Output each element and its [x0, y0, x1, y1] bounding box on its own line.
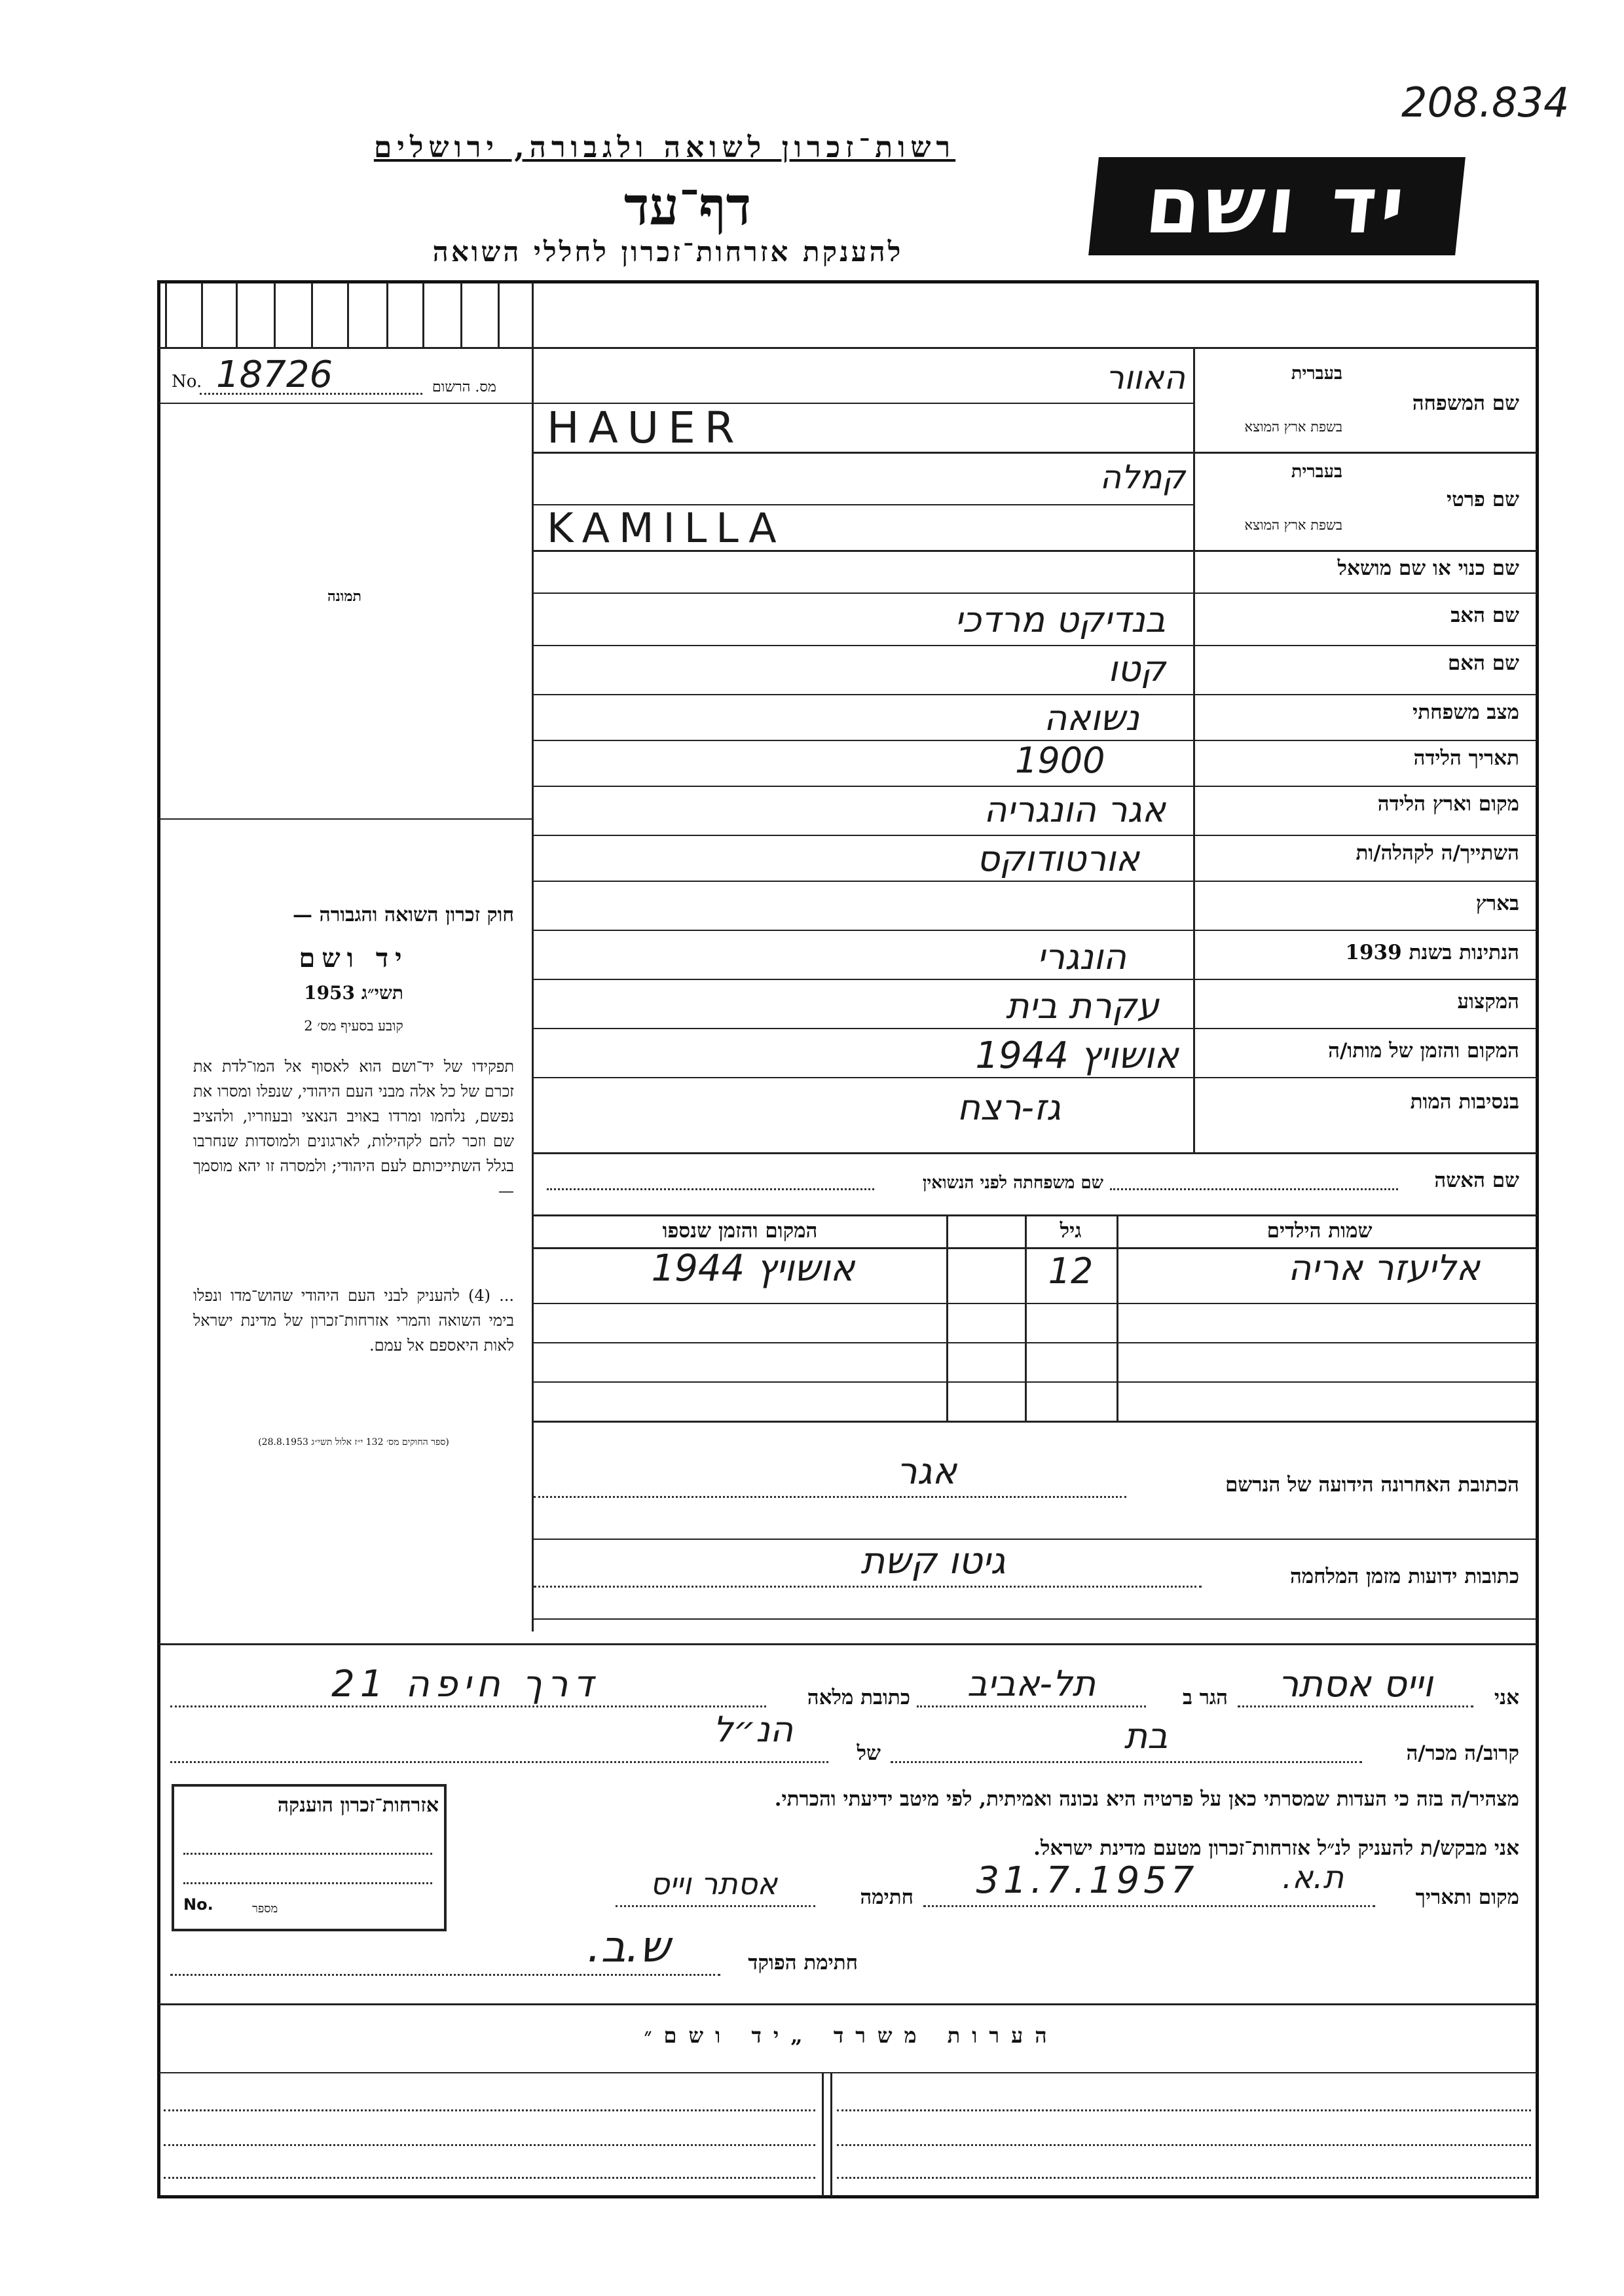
- office-notes-title: הערות משרד „יד ושם״: [644, 2023, 1059, 2048]
- officer-signature-line: [170, 1974, 720, 1976]
- award-box-no-label-he: מספר: [252, 1902, 278, 1916]
- authority-header: רשות־זכרון לשואה ולגבורה, ירושלים: [373, 131, 956, 164]
- signature-label: חתימה: [860, 1886, 913, 1909]
- address-value: דרך חיפה 21: [331, 1663, 599, 1705]
- child-1-place-time: אושויץ 1944: [651, 1247, 855, 1290]
- profession-value: עקרת בית: [1005, 985, 1159, 1027]
- surname-label: שם המשפחה: [1412, 392, 1519, 415]
- notes-line-1: [164, 2109, 815, 2111]
- registration-no-label: No.: [172, 372, 202, 392]
- place-value: ת.א.: [1282, 1859, 1344, 1896]
- last-address-label: הכתובת האחרונה הידועה של הנרשם: [1225, 1473, 1519, 1497]
- law-year: תשי״ג 1953: [304, 982, 403, 1004]
- declaration-text: מצהיר/ה בזה כי העדות שמסרתי כאן על פרטיה היא נכונה ואמיתית, לפי מיטב ידיעתי והכרתי.: [774, 1787, 1519, 1811]
- officer-signature-value: ש.ב.: [587, 1922, 671, 1972]
- citizenship-value: הונגרי: [1037, 936, 1126, 977]
- child-1-age: 12: [1048, 1250, 1094, 1292]
- firstname-hebrew-label: בעברית: [1291, 462, 1342, 482]
- place-date-label: מקום ותאריך: [1415, 1886, 1519, 1909]
- nickname-label: שם כנוי או שם מושאל: [1337, 556, 1519, 580]
- law-text-1: תפקידו של יד־ושם הוא לאסוף אל המו־לדת את זכרם של כל אלה מבני העם היהודי, שנפלו ומסרו את נפשם, נלחמו ומרדו באויב הנאצי ובעוזריו, ולהציב שם וזכר להם לקהילות, לארגונים ולמוסדות שנחרבו בגלל השתייכותם לעם היהודי; ולמסרה זו יהא מוסמך —: [193, 1057, 514, 1200]
- of-value: הנ״ל: [712, 1709, 794, 1750]
- relation-label: קרוב/ה מכר/ה: [1406, 1741, 1519, 1765]
- notes-line-2: [837, 2109, 1531, 2111]
- wartime-address-label: כתובות ידועות מזמן המלחמה: [1289, 1565, 1519, 1588]
- notes-line-5: [164, 2177, 815, 2179]
- law-name: יד ושם: [299, 943, 409, 974]
- firstname-hebrew-value: קמלה: [1099, 458, 1185, 496]
- of-label: של: [857, 1741, 881, 1765]
- birth-place-label: מקום וארץ הלידה: [1377, 792, 1519, 816]
- form-subtitle: להענקת אזרחות־זכרון לחללי השואה: [432, 236, 904, 268]
- award-box-no-label: No.: [183, 1895, 213, 1914]
- document-number: 208.834: [1401, 79, 1570, 126]
- children-age-header: גיל: [1060, 1219, 1082, 1243]
- citizenship-label: הנתינות בשנת 1939: [1345, 941, 1519, 964]
- signature-value: אסתר וייס: [650, 1866, 778, 1901]
- declarant-name-value: וייס אסתר: [1278, 1663, 1433, 1705]
- firstname-orig-value: KAMILLA: [547, 504, 786, 552]
- notes-line-4: [837, 2144, 1531, 2146]
- surname-hebrew-label: בעברית: [1291, 363, 1342, 384]
- request-text: אני מבקש/ת להעניק לנ״ל אזרחות־זכרון מטעם מדינת ישראל.: [1033, 1836, 1519, 1860]
- birth-place-value: אגר הונגריה: [984, 789, 1166, 830]
- of-line: [170, 1761, 828, 1763]
- surname-hebrew-value: האוור: [1105, 359, 1185, 397]
- wartime-address-line: [534, 1586, 1202, 1588]
- father-value: בנדיקט מרדכי: [954, 599, 1166, 640]
- address-line: [170, 1705, 766, 1707]
- photo-label: תמונה: [327, 588, 361, 605]
- death-circumstances-value: גז-רצח: [957, 1087, 1061, 1128]
- date-value: 31.7.1957: [976, 1859, 1198, 1902]
- yad-vashem-logo: יד ושם: [1088, 157, 1466, 255]
- registration-no-label-he: מס. הרשום: [432, 379, 496, 395]
- place-date-line: [923, 1905, 1375, 1907]
- notes-line-6: [837, 2177, 1531, 2179]
- law-footnote: (ספר החוקים מס׳ 132 י״ז אלול תשי״ג 28.8.1953): [258, 1437, 449, 1448]
- marital-value: נשואה: [1044, 697, 1139, 738]
- mother-value: קטו: [1107, 648, 1166, 689]
- last-address-value: אגר: [896, 1450, 957, 1493]
- country-label: בארץ: [1475, 892, 1519, 915]
- award-box-title: אזרחות־זכרון הוענקה: [277, 1794, 439, 1817]
- notes-line-3: [164, 2144, 815, 2146]
- residing-label: הגר ב: [1182, 1686, 1228, 1709]
- wartime-address-value: גיטו קשת: [860, 1540, 1006, 1582]
- spouse-maiden-line: [547, 1188, 874, 1190]
- father-label: שם האב: [1450, 604, 1519, 627]
- child-1-names: אליעזר אריה: [1288, 1247, 1480, 1288]
- relation-value: בת: [1124, 1715, 1168, 1757]
- surname-orig-value: HAUER: [547, 403, 744, 453]
- firstname-label: שם פרטי: [1446, 488, 1519, 511]
- registration-no-value: 18726: [216, 354, 333, 396]
- law-text-2: ... (4) להעניק לבני העם היהודי שהוש־מדו ונפלו בימי השואה והמרי אזרחות־זכרון של מדינת ישראל לאות היאספם אל עמם.: [193, 1286, 514, 1355]
- community-value: אורטודוקס: [976, 838, 1139, 879]
- birth-date-value: 1900: [1015, 740, 1105, 781]
- form-title: דף־עד: [623, 175, 752, 237]
- death-place-time-value: אושויץ 1944: [975, 1034, 1179, 1077]
- address-label: כתובת מלאה: [807, 1686, 910, 1709]
- city-line: [917, 1705, 1146, 1707]
- city-value: תל-אביב: [967, 1663, 1096, 1704]
- officer-signature-label: חתימת הפוקד: [748, 1951, 858, 1975]
- spouse-line: [1110, 1188, 1398, 1190]
- relation-line: [891, 1761, 1362, 1763]
- birth-date-label: תאריך הלידה: [1413, 746, 1519, 770]
- award-box-line-1: [183, 1853, 432, 1855]
- signature-line: [616, 1905, 815, 1907]
- last-address-line: [534, 1496, 1126, 1498]
- mother-label: שם האם: [1447, 651, 1519, 675]
- death-circumstances-label: בנסיבות המות: [1410, 1090, 1519, 1114]
- law-title: חוק זכרון השואה והגבורה —: [293, 903, 514, 926]
- marital-label: מצב משפחתי: [1412, 701, 1519, 724]
- spouse-maiden-label: שם משפחתה לפני הנשואין: [922, 1173, 1103, 1193]
- children-names-header: שמות הילדים: [1266, 1219, 1373, 1243]
- profession-label: המקצוע: [1457, 990, 1519, 1013]
- community-label: השתייך/ה לקהלה/ות: [1356, 841, 1519, 865]
- children-place-time-header: המקום והזמן שנספו: [662, 1219, 818, 1243]
- firstname-orig-label: בשפת ארץ המוצא: [1244, 517, 1342, 533]
- law-clause: קובע בסעיף מס׳ 2: [304, 1018, 403, 1034]
- death-place-time-label: המקום והזמן של מותו/ה: [1328, 1039, 1519, 1063]
- spouse-label: שם האשה: [1434, 1169, 1519, 1192]
- declarant-name-line: [1238, 1705, 1473, 1707]
- award-box-line-2: [183, 1882, 432, 1884]
- surname-orig-label: בשפת ארץ המוצא: [1244, 419, 1342, 435]
- declarant-i-label: אני: [1494, 1686, 1519, 1709]
